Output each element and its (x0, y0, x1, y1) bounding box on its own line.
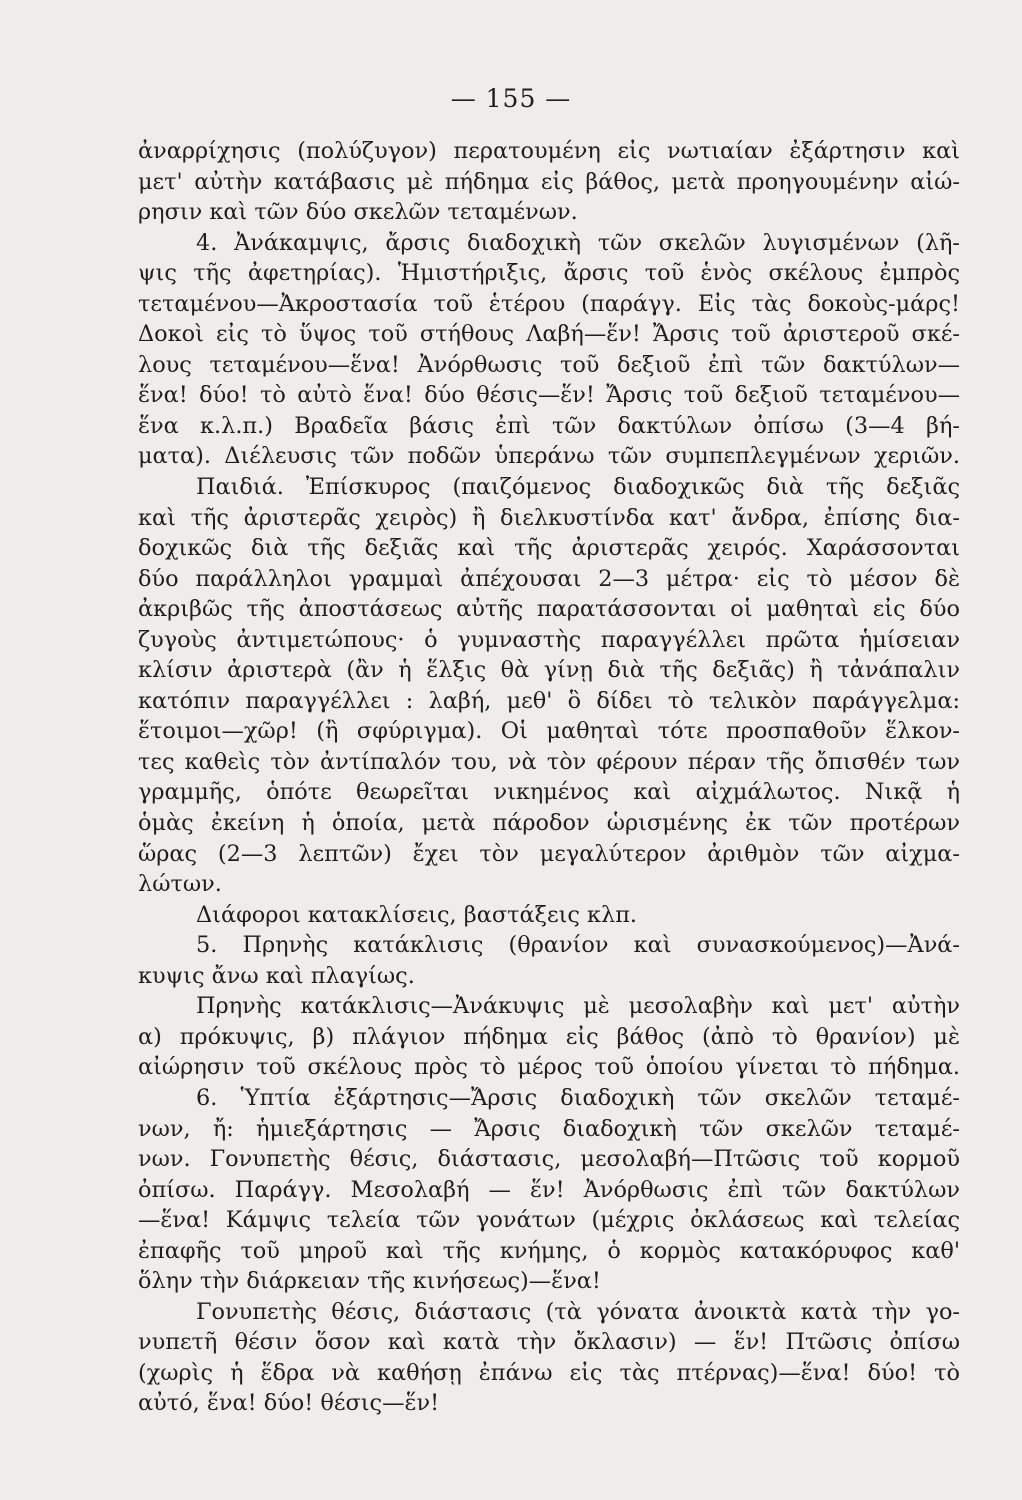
text-line: λώτων. (138, 871, 222, 898)
text-line: ἕτοιμοι—χῶρ! (ἢ σφύριγμα). Οἱ μαθηταὶ τότε προσπαθοῦν ἕλκον- (138, 718, 960, 745)
text-line: ὅλην τὴν διάρκειαν τῆς κινήσεως)—ἕνα! (138, 1268, 601, 1295)
text-line: κατόπιν παραγγέλλει : λαβή, μεθ' ὃ δίδει τὸ τελικὸν παράγγελμα: (138, 687, 960, 714)
text-line: Διάφοροι κατακλίσεις, βαστάξεις κλπ. (196, 901, 638, 928)
text-line: Παιδιά. Ἐπίσκυρος (παιζόμενος διαδοχικῶς διὰ τῆς δεξιᾶς (196, 474, 960, 501)
text-line: ἕνα κ.λ.π.) Βραδεῖα βάσις ἐπὶ τῶν δακτύλων ὀπίσω (3—4 βή- (138, 412, 960, 439)
text-line: ὥρας (2—3 λεπτῶν) ἔχει τὸν μεγαλύτερον ἀριθμὸν τῶν αἰχμα- (138, 840, 960, 867)
text-line: γραμμῆς, ὁπότε θεωρεῖται νικημένος καὶ αἰχμάλωτος. Νικᾷ ἡ (138, 779, 960, 806)
text-line: νων. Γονυπετὴς θέσις, διάστασις, μεσολαβή—Πτῶσις τοῦ κορμοῦ (138, 1146, 960, 1173)
text-line: ἀναρρίχησις (πολύζυγον) περατουμένη εἰς νωτιαίαν ἐξάρτησιν καὶ (138, 138, 960, 164)
text-line: αὐτό, ἕνα! δύο! θέσις—ἕν! (138, 1390, 440, 1417)
text-line: ψις τῆς ἀφετηρίας). Ἡμιστήριξις, ἄρσις τοῦ ἑνὸς σκέλους ἐμπρὸς (138, 260, 960, 287)
text-line: (χωρὶς ἡ ἕδρα νὰ καθήσῃ ἐπάνω εἰς τὰς πτέρνας)—ἕνα! δύο! τὸ (138, 1359, 960, 1386)
text-line: α) πρόκυψις, β) πλάγιον πήδημα εἰς βάθος (ἀπὸ τὸ θρανίον) μὲ (138, 1023, 960, 1050)
text-line: 5. Πρηνὴς κατάκλισις (θρανίον καὶ συνασκούμενος)—Ἀνά- (196, 932, 960, 959)
text-line: καὶ τῆς ἀριστερᾶς χειρὸς) ἢ διελκυστίνδα κατ' ἄνδρα, ἐπίσης δια- (138, 504, 960, 531)
text-line: κυψις ἄνω καὶ πλαγίως. (138, 962, 415, 989)
text-line: ὀπίσω. Παράγγ. Μεσολαβή — ἕν! Ἀνόρθωσις ἐπὶ τῶν δακτύλων (138, 1176, 960, 1203)
text-line: ρησιν καὶ τῶν δύο σκελῶν τεταμένων. (138, 199, 578, 226)
text-line: 6. Ὑπτία ἐξάρτησις—Ἄρσις διαδοχικὴ τῶν σκελῶν τεταμέ- (196, 1084, 960, 1111)
text-line: 4. Ἀνάκαμψις, ἄρσις διαδοχικὴ τῶν σκελῶν λυγισμένων (λῆ- (196, 229, 960, 256)
text-line: λους τεταμένου—ἕνα! Ἀνόρθωσις τοῦ δεξιοῦ ἐπὶ τῶν δακτύλων— (138, 351, 960, 378)
text-line: Πρηνὴς κατάκλισις—Ἀνάκυψις μὲ μεσολαβὴν καὶ μετ' αὐτὴν (196, 993, 960, 1020)
text-line: ἀκριβῶς τῆς ἀποστάσεως αὐτῆς παρατάσσονται οἱ μαθηταὶ εἰς δύο (138, 596, 960, 623)
text-line: —ἕνα! Κάμψις τελεία τῶν γονάτων (μέχρις ὀκλάσεως καὶ τελείας (138, 1207, 960, 1234)
text-line: ζυγοὺς ἀντιμετώπους· ὁ γυμναστὴς παραγγέλλει πρῶτα ἡμίσειαν (138, 626, 960, 653)
text-line: νων, ἤ: ἡμιεξάρτησις — Ἄρσις διαδοχικὴ τῶν σκελῶν τεταμέ- (138, 1115, 960, 1142)
text-line: τες καθεὶς τὸν ἀντίπαλόν του, νὰ τὸν φέρουν πέραν τῆς ὄπισθέν των (138, 748, 960, 775)
text-line: ὁμὰς ἐκείνη ἡ ὁποία, μετὰ πάροδον ὡρισμένης ἐκ τῶν προτέρων (138, 810, 960, 837)
text-line: τεταμένου—Ἀκροστασία τοῦ ἑτέρου (παράγγ. Εἰς τὰς δοκοὺς-μάρς! (138, 290, 960, 317)
text-line: ἐπαφῆς τοῦ μηροῦ καὶ τῆς κνήμης, ὁ κορμὸς κατακόρυφος καθ' (138, 1237, 960, 1264)
text-line: δοχικῶς διὰ τῆς δεξιᾶς καὶ τῆς ἀριστερᾶς χειρός. Χαράσσονται (138, 535, 960, 562)
page-number: — 155 — (450, 84, 572, 113)
text-line: ματα). Διέλευσις τῶν ποδῶν ὑπεράνω τῶν συμπεπλεγμένων χεριῶν. (138, 443, 960, 470)
text-line: Γονυπετὴς θέσις, διάστασις (τὰ γόνατα ἀνοικτὰ κατὰ τὴν γο- (196, 1298, 960, 1325)
text-line: μετ' αὐτὴν κατάβασις μὲ πήδημα εἰς βάθος, μετὰ προηγουμένην αἰώ- (138, 168, 960, 195)
text-line: κλίσιν ἀριστερὰ (ἂν ἡ ἕλξις θὰ γίνῃ διὰ τῆς δεξιᾶς) ἢ τἀνάπαλιν (138, 657, 960, 684)
page-text (138, 136, 960, 1419)
text-line: αἰώρησιν τοῦ σκέλους πρὸς τὸ μέρος τοῦ ὁποίου γίνεται τὸ πήδημα. (138, 1054, 960, 1081)
text-line: δύο παράλληλοι γραμμαὶ ἀπέχουσαι 2—3 μέτρα· εἰς τὸ μέσον δὲ (138, 565, 960, 592)
text-line: νυπετῆ θέσιν ὅσον καὶ κατὰ τὴν ὄκλασιν) — ἕν! Πτῶσις ὀπίσω (138, 1329, 960, 1356)
text-line: ἕνα! δύο! τὸ αὐτὸ ἕνα! δύο θέσις—ἕν! Ἄρσις τοῦ δεξιοῦ τεταμένου— (138, 382, 960, 409)
text-line: Δοκοὶ εἰς τὸ ὕψος τοῦ στήθους Λαβή—ἕν! Ἄρσις τοῦ ἀριστεροῦ σκέ- (138, 321, 960, 348)
